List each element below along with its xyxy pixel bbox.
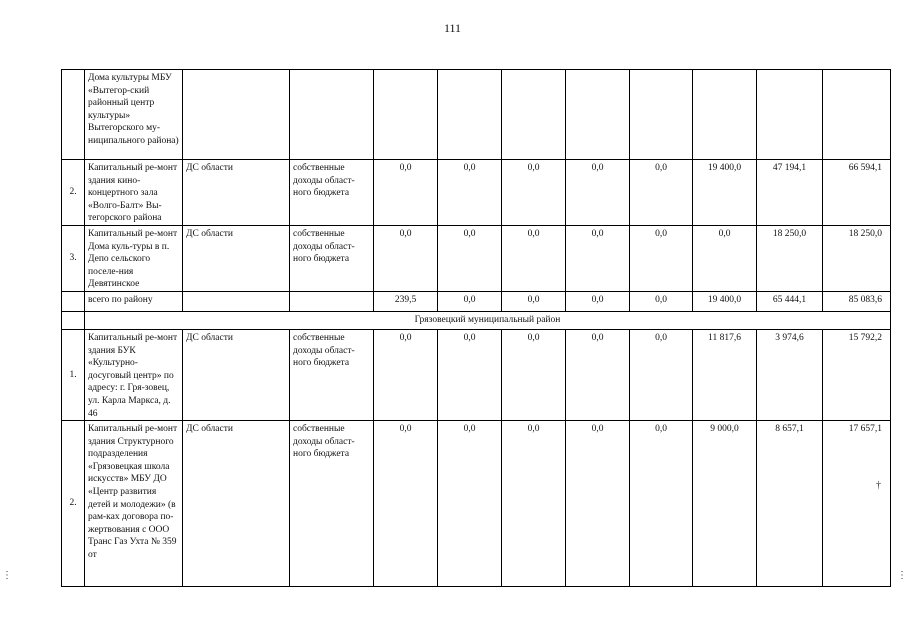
funding-source xyxy=(290,70,374,160)
funding-source: собственные доходы област-ного бюджета xyxy=(290,421,374,587)
total-label: всего по району xyxy=(85,291,183,311)
value-cell xyxy=(502,70,566,160)
value-cell: 0,0 xyxy=(630,225,693,291)
row-number: 1. xyxy=(62,329,85,420)
responsible xyxy=(183,70,290,160)
value-cell: 0,0 xyxy=(438,291,502,311)
value-cell: 0,0 xyxy=(374,329,438,420)
value-cell: 0,0 xyxy=(566,329,630,420)
value-cell: 0,0 xyxy=(438,421,502,587)
district-title: Грязовецкий муниципальный район xyxy=(85,311,891,329)
value-cell: 0,0 xyxy=(502,291,566,311)
row-number xyxy=(62,291,85,311)
value-cell: 47 194,1 xyxy=(757,160,823,226)
value-cell: 0,0 xyxy=(374,421,438,587)
value-cell xyxy=(374,70,438,160)
value-cell: 0,0 xyxy=(438,225,502,291)
value-cell: 0,0 xyxy=(630,421,693,587)
table-row xyxy=(62,225,891,291)
scan-mark: ⋮ xyxy=(2,570,12,581)
row-number xyxy=(62,70,85,160)
value-cell: 0,0 xyxy=(502,329,566,420)
value-cell: 0,0 xyxy=(566,225,630,291)
value-cell: 66 594,1 xyxy=(823,160,891,226)
value-cell: 9 000,0 xyxy=(693,421,757,587)
value-cell: 19 400,0 xyxy=(693,160,757,226)
row-number: 2. xyxy=(62,421,85,587)
object-name: Капитальный ре-монт здания Структурного подразделения «Грязовецкая школа искусств» МБУ ДО «Центр развития детей и молодежи» (в рам-ках договора по-жертвования с ООО Транс Газ Ухта № 359 от xyxy=(85,421,183,587)
value-cell: 0,0 xyxy=(630,160,693,226)
object-name: Капитальный ре-монт здания кино-концертного зала «Волго-Балт» Вы-тегорского района xyxy=(85,160,183,226)
responsible: ДС области xyxy=(183,225,290,291)
table-row xyxy=(62,329,891,420)
value-cell: 85 083,6 xyxy=(823,291,891,311)
table-row xyxy=(62,421,891,587)
scan-mark: ⋮ xyxy=(897,570,907,581)
responsible: ДС области xyxy=(183,421,290,587)
scan-mark: † xyxy=(876,480,881,491)
responsible xyxy=(183,291,290,311)
object-name: Капитальный ре-монт здания БУК «Культурно-досуговый центр» по адресу: г. Гря-зовец, ул. Карла Маркса, д. 46 xyxy=(85,329,183,420)
value-cell: 8 657,1 xyxy=(757,421,823,587)
value-cell: 17 657,1 xyxy=(823,421,891,587)
value-cell: 18 250,0 xyxy=(757,225,823,291)
responsible: ДС области xyxy=(183,160,290,226)
value-cell: 3 974,6 xyxy=(757,329,823,420)
value-cell: 0,0 xyxy=(438,329,502,420)
value-cell: 65 444,1 xyxy=(757,291,823,311)
value-cell: 0,0 xyxy=(502,160,566,226)
table-row xyxy=(62,160,891,226)
value-cell: 0,0 xyxy=(438,160,502,226)
row-number: 3. xyxy=(62,225,85,291)
value-cell: 0,0 xyxy=(502,421,566,587)
value-cell: 0,0 xyxy=(630,291,693,311)
value-cell: 0,0 xyxy=(502,225,566,291)
value-cell xyxy=(823,70,891,160)
district-header-row xyxy=(62,311,891,329)
value-cell: 0,0 xyxy=(374,160,438,226)
value-cell: 18 250,0 xyxy=(823,225,891,291)
row-number: 2. xyxy=(62,160,85,226)
funding-source: собственные доходы област-ного бюджета xyxy=(290,329,374,420)
funding-source xyxy=(290,291,374,311)
value-cell: 0,0 xyxy=(566,291,630,311)
value-cell xyxy=(630,70,693,160)
object-name: Капитальный ре-монт Дома куль-туры в п. Депо сельского поселе-ния Девятинское xyxy=(85,225,183,291)
value-cell: 0,0 xyxy=(566,421,630,587)
value-cell: 0,0 xyxy=(630,329,693,420)
total-row xyxy=(62,291,891,311)
value-cell: 0,0 xyxy=(566,160,630,226)
responsible: ДС области xyxy=(183,329,290,420)
object-name: Дома культуры МБУ «Вытегор-ский районный центр культуры» Вытегорского му-ниципального района) xyxy=(85,70,183,160)
page-number: 111 xyxy=(443,21,462,35)
value-cell: 0,0 xyxy=(693,225,757,291)
value-cell: 15 792,2 xyxy=(823,329,891,420)
value-cell xyxy=(757,70,823,160)
value-cell xyxy=(566,70,630,160)
value-cell xyxy=(438,70,502,160)
value-cell: 11 817,6 xyxy=(693,329,757,420)
value-cell xyxy=(693,70,757,160)
table-row xyxy=(62,70,891,160)
funding-source: собственные доходы област-ного бюджета xyxy=(290,160,374,226)
budget-table xyxy=(61,69,891,587)
value-cell: 239,5 xyxy=(374,291,438,311)
value-cell: 19 400,0 xyxy=(693,291,757,311)
blank-cell xyxy=(62,311,85,329)
value-cell: 0,0 xyxy=(374,225,438,291)
funding-source: собственные доходы област-ного бюджета xyxy=(290,225,374,291)
